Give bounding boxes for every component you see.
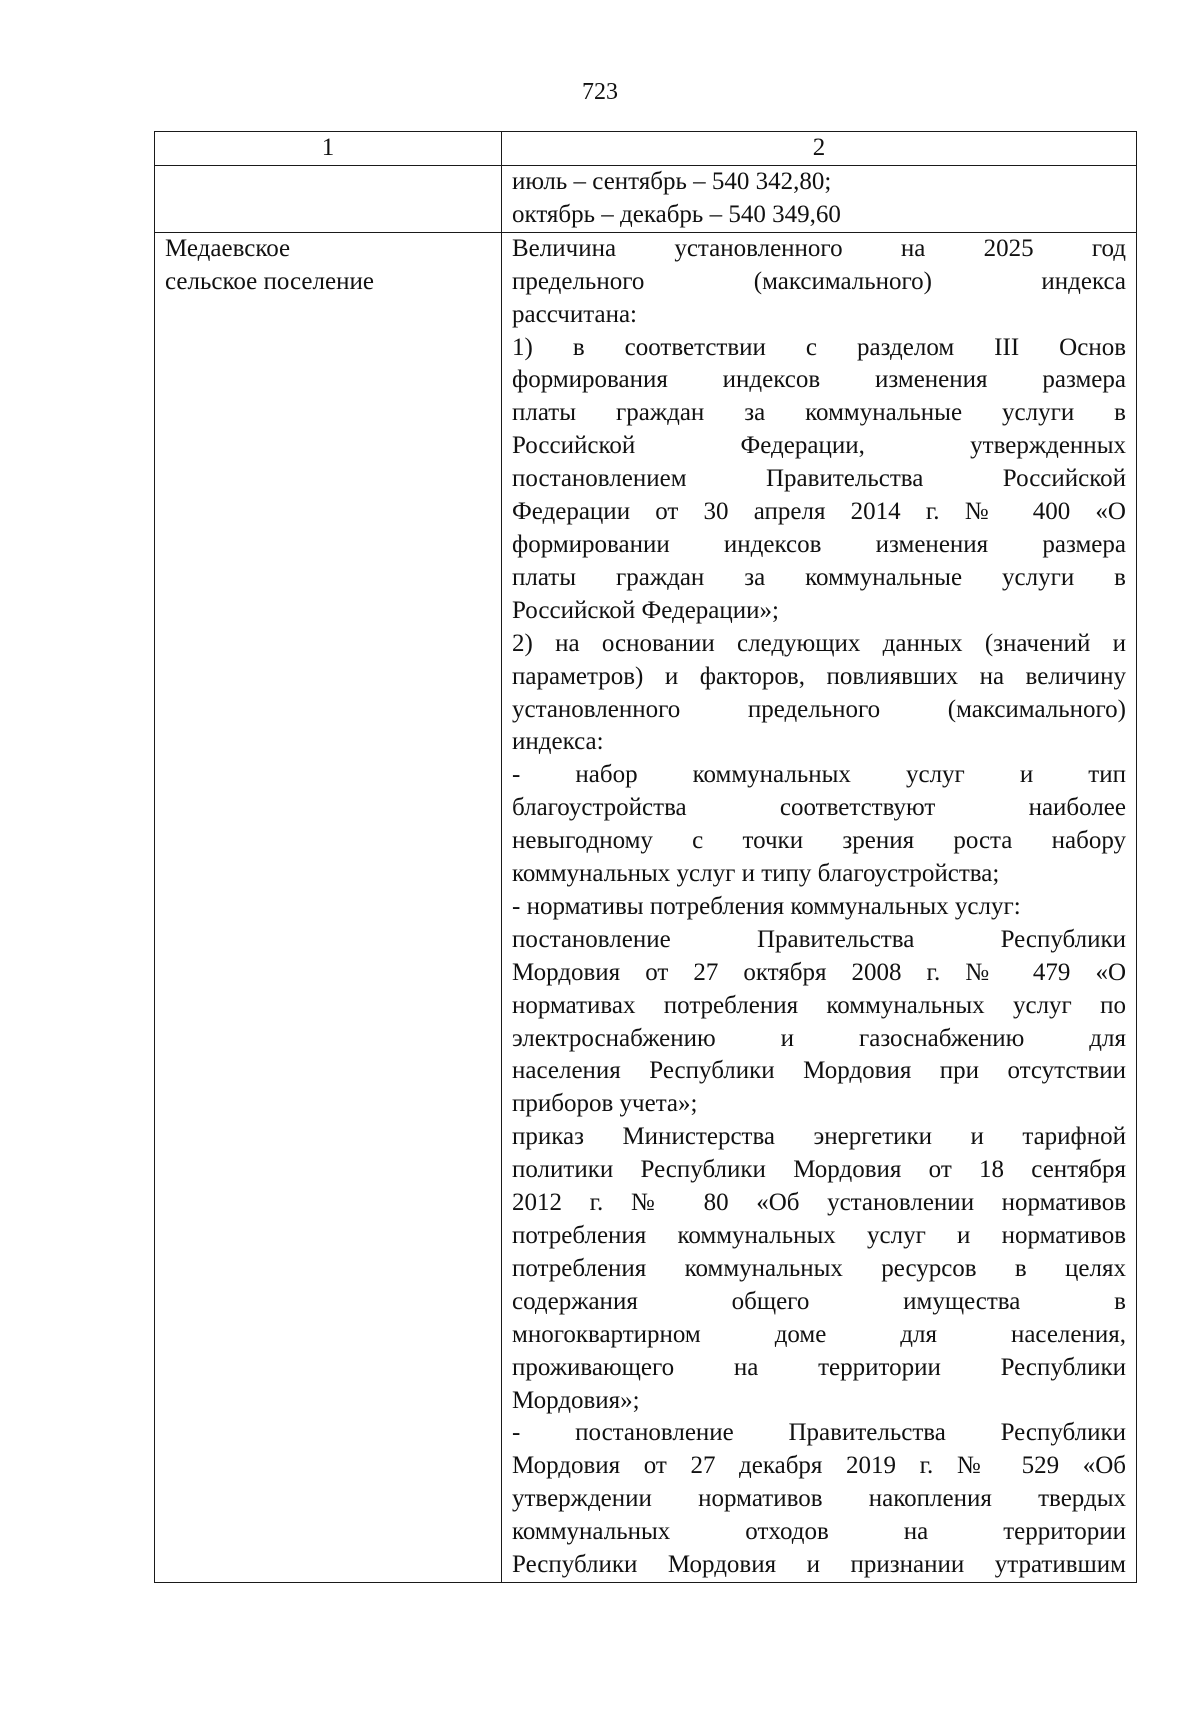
description-line: платы граждан за коммунальные услуги в [512, 399, 1126, 427]
description-line: - набор коммунальных услуг и тип [512, 761, 1126, 789]
description-line: электроснабжению и газоснабжению для [512, 1024, 1126, 1052]
description-line: Республики Мордовия и признании утратившим [512, 1551, 1126, 1579]
description-line: формировании индексов изменения размера [512, 530, 1126, 558]
settlement-name-line: Медаевское [165, 234, 291, 262]
description-line: постановление Правительства Республики [512, 925, 1126, 953]
description-line: Российской Федерации»; [512, 596, 779, 624]
description-line: нормативах потребления коммунальных услуг по [512, 991, 1126, 1019]
description-line: многоквартирном доме для населения, [512, 1320, 1126, 1348]
description-line: рассчитана: [512, 300, 637, 328]
document-table [154, 131, 1137, 1583]
description-line: приборов учета»; [512, 1090, 698, 1118]
description-line: политики Республики Мордовия от 18 сентября [512, 1156, 1126, 1184]
description-line: приказ Министерства энергетики и тарифной [512, 1123, 1126, 1151]
description-line: проживающего на территории Республики [512, 1353, 1126, 1381]
description-line: Федерации от 30 апреля 2014 г. № 400 «О [512, 498, 1126, 526]
description-line: 2) на основании следующих данных (значений и [512, 629, 1126, 657]
description-line: платы граждан за коммунальные услуги в [512, 563, 1126, 591]
column-2-header: 2 [502, 132, 1137, 166]
settlement-name-line: сельское поселение [165, 267, 374, 295]
description-line: Мордовия от 27 декабря 2019 г. № 529 «Об [512, 1452, 1126, 1480]
description-line: индекса: [512, 728, 604, 756]
description-line: 1) в соответствии с разделом III Основ [512, 333, 1126, 361]
description-line: - нормативы потребления коммунальных услуг: [512, 892, 1021, 920]
continuation-row [155, 166, 1137, 233]
description-line: Мордовия»; [512, 1386, 640, 1414]
description-line: предельного (максимального) индекса [512, 267, 1126, 295]
settlement-description-cell [502, 232, 1137, 1582]
text-line: октябрь – декабрь – 540 349,60 [512, 200, 841, 228]
description-line: населения Республики Мордовия при отсутствии [512, 1057, 1126, 1085]
description-line: потребления коммунальных услуг и нормативов [512, 1222, 1126, 1249]
text-line: июль – сентябрь – 540 342,80; [512, 168, 832, 195]
description-line: коммунальных услуг и типу благоустройства; [512, 860, 1000, 888]
description-line: потребления коммунальных ресурсов в целях [512, 1254, 1126, 1282]
continuation-row-col2 [502, 166, 1137, 233]
column-1-header: 1 [155, 132, 502, 166]
description-line: коммунальных отходов на территории [512, 1518, 1126, 1546]
description-line: постановлением Правительства Российской [512, 465, 1126, 493]
description-line: невыгодному с точки зрения роста набору [512, 827, 1126, 855]
description-line: Величина установленного на 2025 год [512, 234, 1126, 262]
description-line: установленного предельного (максимального) [512, 695, 1126, 723]
description-line: параметров) и факторов, повлиявших на величину [512, 662, 1126, 690]
table-header-row [155, 132, 1137, 166]
description-line: Мордовия от 27 октября 2008 г. № 479 «О [512, 958, 1126, 986]
settlement-name-cell [155, 232, 502, 1582]
description-line: утверждении нормативов накопления твердых [512, 1485, 1126, 1513]
description-line: - постановление Правительства Республики [512, 1419, 1126, 1447]
continuation-row-col1 [155, 166, 502, 233]
description-line: содержания общего имущества в [512, 1287, 1126, 1315]
description-line: формирования индексов изменения размера [512, 366, 1126, 394]
description-line: Российской Федерации, утвержденных [512, 432, 1126, 460]
description-line: благоустройства соответствуют наиболее [512, 794, 1126, 822]
page-number: 723 [582, 79, 618, 105]
settlement-row [155, 232, 1137, 1582]
description-line: 2012 г. № 80 «Об установлении нормативов [512, 1189, 1126, 1217]
